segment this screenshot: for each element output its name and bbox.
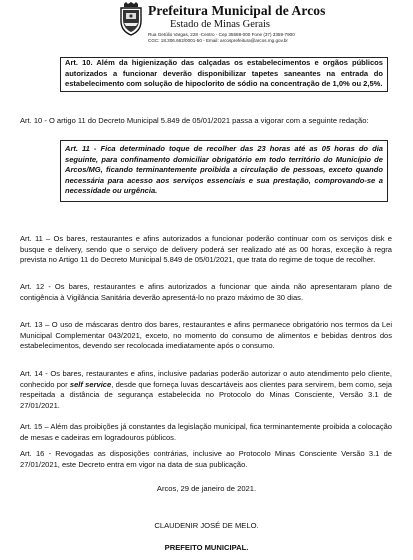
article-13: Art. 13 – O uso de máscaras dentro dos bares, restaurantes e afins permanece obrigatório nos termos da Lei Municipal Complementar 043/2021, exceto, no momento do consumo de alimentos e bebidas dentros dos estabelecimentos, devendo ser recolocada imediatamente após o consumo. [20, 320, 392, 351]
article-11: Art. 11 – Os bares, restaurantes e afins autorizados a funcionar poderão continuar com os serviços disk e busque e delivery, sendo que o serviço de delivery poderá ser realizado até as 00 horas, exceção à regra prevista no Artigo 11 do Decreto Municipal 5.849 de 05/01/2021, que trata do regime de toque de recolher. [20, 234, 392, 265]
letterhead-address: Rua Getúlio Vargas, 228 -Centro - Cep 35588-000 Fone (37) 3359-7900 [148, 32, 295, 37]
letterhead-contact: CGC: 18.306.662/0001-50 - Email: arcosprefeitura@arcos.mg.gov.br [148, 38, 288, 43]
letterhead-state: Estado de Minas Gerais [170, 19, 271, 30]
article-15: Art. 15 – Além das proibições já constantes da legislação municipal, fica terminantemente proibida a colocação de mesas e cadeiras em logradouros públicos. [20, 422, 392, 442]
article-14-text-before: Art. 14 - Os bares, restaurantes e afins, inclusive padarias poderão autorizar o auto atendimento pelo cliente, conhecido por [20, 369, 392, 389]
article-14-text-after: , desde que forneça luvas descartáveis aos clientes para servirem, bem como, seja respeitada a distância de segurança estabelecida no Protocolo do Minas Consciente, Versão 3.1 de 27/01/2021. [20, 379, 392, 410]
article-14 [20, 369, 392, 411]
article-10-intro: Art. 10 - O artigo 11 do Decreto Municipal 5.849 de 05/01/2021 passa a vigorar com a seguinte redação: [20, 116, 369, 125]
letterhead [0, 0, 413, 48]
article-16: Art. 16 - Revogadas as disposições contrárias, inclusive ao Protocolo Minas Consciente Versão 3.1 de 27/01/2021, este Decreto entra em vigor na data de sua publicação. [20, 449, 392, 469]
signer-name: CLAUDENIR JOSÉ DE MELO. [154, 521, 259, 530]
article-14-emphasis: self service [69, 379, 112, 389]
signer-role: PREFEITO MUNICIPAL. [164, 543, 249, 552]
letterhead-title: Prefeitura Municipal de Arcos [148, 3, 326, 18]
article-11-quote-box: Art. 11 - Fica determinado toque de recolher das 23 horas até as 05 horas do dia seguinte, para confinamento domiciliar obrigatório em todo território do Município de Arcos/MG, ficando terminantemente proibida a circulação de pessoas, exceto quando necessária para acesso aos serviços essenciais e sua prestação, comprovando-se a necessidade ou urgência. [60, 140, 388, 202]
article-10-box: Art. 10. Além da higienização das calçadas os estabelecimentos e orgãos públicos autorizados a funcionar deverão disponibilizar tapetes saneantes na entrada do estabelecimento com solução de hipoclorito de sódio na concentração de 1,0% ou 2,5%. [60, 57, 388, 92]
date-line: Arcos, 29 de janeiro de 2021. [156, 484, 257, 493]
article-12: Art. 12 - Os bares, restaurantes e afins autorizados a funcionar que ainda não apresentaram plano de contigência à Vigilância Sanitária deverão apresentá-lo no prazo máximo de 30 dias. [20, 282, 392, 302]
coat-of-arms-icon [118, 2, 144, 36]
